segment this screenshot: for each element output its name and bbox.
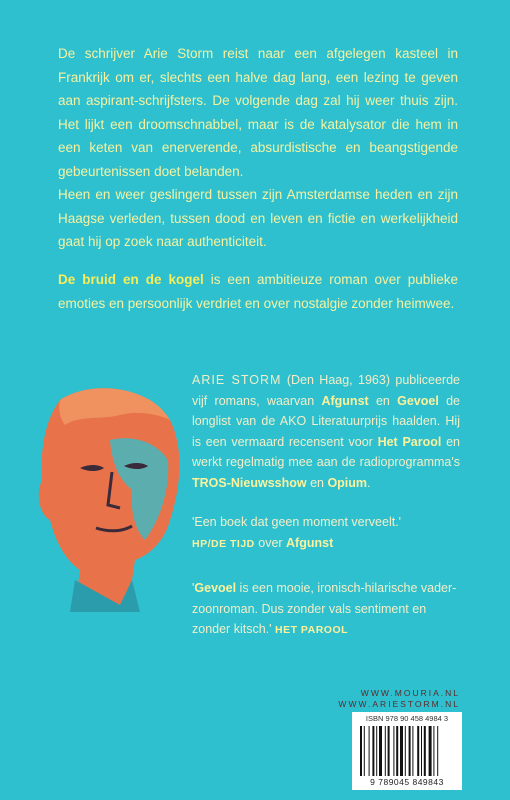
book-title: De bruid en de kogel [58,272,204,287]
barcode-bar [400,726,403,776]
barcode-bar [409,726,411,776]
blurb-paragraph-1: De schrijver Arie Storm reist naar een afgelegen kasteel in Frankrijk om er, slechts een halve dag lang, een lezing te geven aan aspirant-schrijfsters. De volgende dag zal hij weer thuis zijn. Het lijkt een droomschnabbel, maar is de katalysator die hem in een keten van enerverende, absurdistische en beangstigende gebeurtenissen doet belanden. [58,46,458,179]
barcode-bar [429,726,432,776]
publisher-url[interactable]: WWW.MOURIA.NL [360,688,460,698]
review-quote-1 [192,512,460,554]
author-portrait [20,380,195,612]
author-bio [192,370,460,493]
bio-text: de longlist van de AKO Literatuurprijs haalden. Hij is een vermaard recensent voor [192,393,460,449]
quote-text: over [254,535,287,550]
barcode-bar [369,726,370,776]
bio-book-afgunst: Afgunst [321,393,369,408]
blurb-paragraph-2: Heen en weer geslingerd tussen zijn Amsterdamse heden en zijn Haagse verleden, tussen dood en leven en fictie en werkelijkheid gaat hij op zoek naar authenticiteit. [58,187,458,249]
quote-open: ' [192,581,195,595]
author-name: ARIE STORM [192,373,282,387]
bio-het-parool: Het Parool [377,434,442,449]
bio-text: en werkt regelmatig mee aan de radioprogramma's [192,434,460,469]
pitch [58,268,458,315]
barcode-bar [433,726,434,776]
barcode-bar [437,726,438,776]
barcode-bar [364,726,365,776]
bio-tros: TROS-Nieuwsshow [192,475,307,490]
bio-text: . [367,475,371,490]
barcode-bar [412,726,413,776]
barcode-bar [372,726,374,776]
barcode-bar [393,726,394,776]
barcode-bar [396,726,398,776]
quote-source: HET PAROOL [274,624,349,636]
barcode-bar [421,726,422,776]
website-urls [338,688,460,710]
barcode-bar [405,726,406,776]
quote-book: Afgunst [286,535,334,550]
barcode-bar [360,726,362,776]
bio-book-gevoel: Gevoel [397,393,439,408]
barcode-bar [376,726,377,776]
review-quote-2 [192,578,460,641]
bio-text: en [368,393,398,408]
author-url[interactable]: WWW.ARIESTORM.NL [338,699,460,709]
barcode-bar [424,726,426,776]
blurb [58,42,458,254]
bio-text: en [306,475,328,490]
barcode-bar [417,726,419,776]
barcode [360,726,454,776]
quote-text: 'Een boek dat geen moment verveelt.' [192,515,402,529]
isbn: ISBN 978 90 458 4984 3 [365,714,449,723]
barcode-bar [379,726,382,776]
barcode-bar [388,726,390,776]
quote-text: is een mooie, ironisch-hilarische vader-zoonroman. Dus zonder vals sentiment en zonder kitsch.' [192,581,457,636]
bio-text: (Den Haag, 1963) publiceerde vijf romans, waarvan [192,373,460,408]
barcode-area [352,712,462,790]
ean-number: 9 789045 849843 [370,777,444,787]
barcode-bar [385,726,386,776]
quote-book: Gevoel [194,581,237,595]
quote-source: HP/DE TIJD [192,537,255,550]
pitch-text: is een ambitieuze roman over publieke emoties en persoonlijk verdriet en over nostalgie zonder heimwee. [58,272,458,311]
bio-opium: Opium [327,475,368,490]
